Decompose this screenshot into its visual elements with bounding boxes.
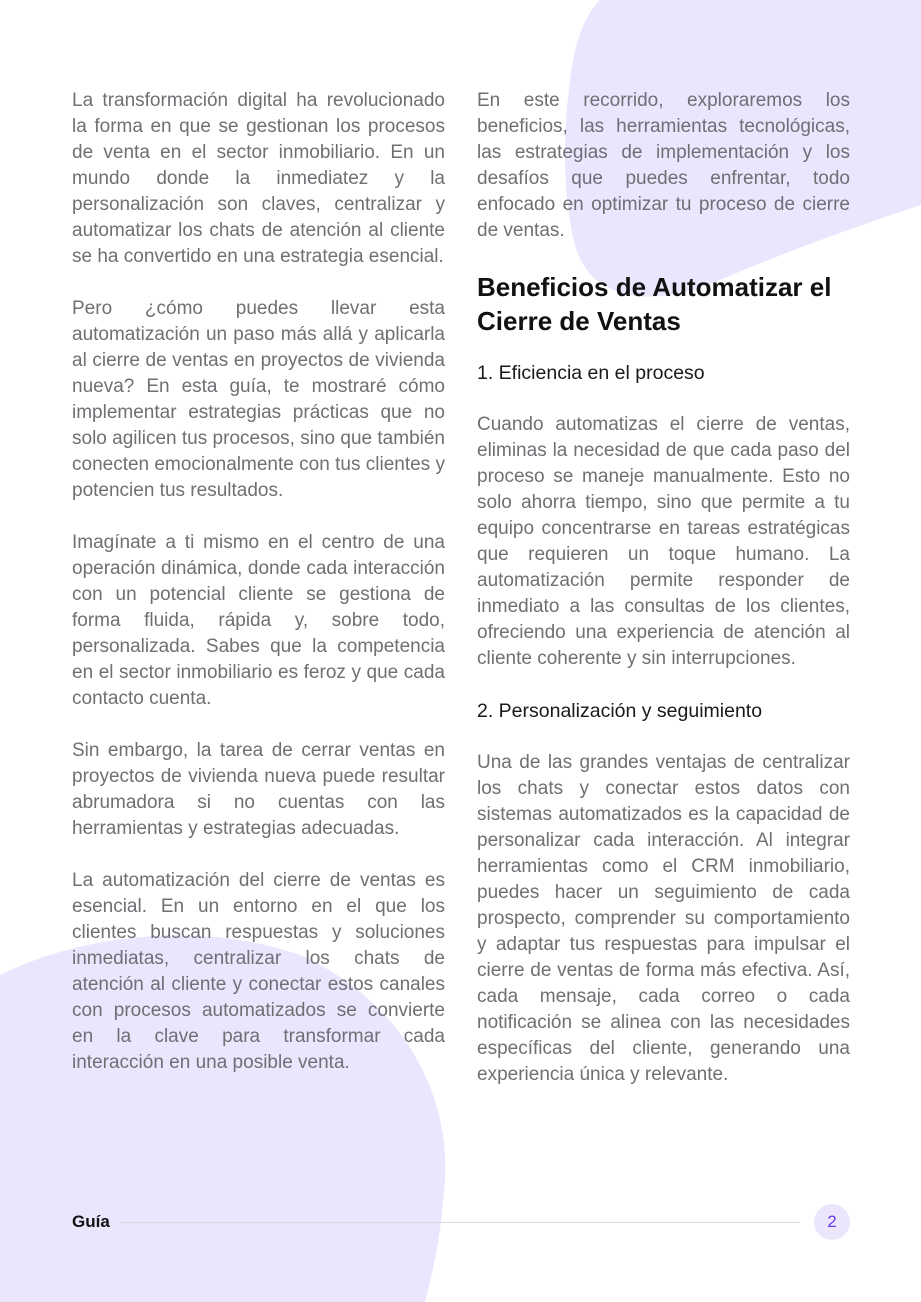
intro-paragraph: En este recorrido, exploraremos los beneficios, las herramientas tecnológicas, las estrategias de implementación y los desafíos que puedes enfrentar, todo enfocado en optimizar tu proceso de cierre de ventas. (477, 90, 850, 241)
subsection-title-efficiency: 1. Eficiencia en el proceso (477, 362, 705, 384)
paragraph: La automatización del cierre de ventas es esencial. En un entorno en el que los clientes buscan respuestas y soluciones inmediatas, centralizar los chats de atención al cliente y conectar estos canales con procesos automatizados se convierte en la clave para transformar cada interacción en una posible venta. (72, 870, 445, 1073)
paragraph: La transformación digital ha revolucionado la forma en que se gestionan los procesos de venta en el sector inmobiliario. En un mundo donde la inmediatez y la personalización son claves, centralizar y automatizar los chats de atención al cliente se ha convertido en una estrategia esencial. (72, 90, 445, 267)
page-number-badge: 2 (814, 1204, 850, 1240)
footer-label: Guía (72, 1212, 110, 1231)
subsection-body-efficiency: Cuando automatizas el cierre de ventas, eliminas la necesidad de que cada paso del proceso se maneje manualmente. Esto no solo ahorra tiempo, sino que permite a tu equipo concentrarse en tareas estratégicas que requieren un toque humano. La automatización permite responder de inmediato a las consultas de los clientes, ofreciendo una experiencia de atención al cliente coherente y sin interrupciones. (477, 414, 850, 669)
page-footer (72, 1204, 850, 1240)
left-column (72, 88, 445, 1102)
paragraph: Imagínate a ti mismo en el centro de una operación dinámica, donde cada interacción con un potencial cliente se gestiona de forma fluida, rápida y, sobre todo, personalizada. Sabes que la competencia en el sector inmobiliario es feroz y que cada contacto cuenta. (72, 532, 445, 709)
section-title: Beneficios de Automatizar el Cierre de Ventas (477, 272, 832, 336)
footer-divider (120, 1222, 800, 1223)
subsection-body-personalization: Una de las grandes ventajas de centralizar los chats y conectar estos datos con sistemas automatizados es la capacidad de personalizar cada interacción. Al integrar herramientas como el CRM inmobiliario, puedes hacer un seguimiento de cada prospecto, comprender su comportamiento y adaptar tus respuestas para impulsar el cierre de ventas de forma más efectiva. Así, cada mensaje, cada correo o cada notificación se alinea con las necesidades específicas del cliente, generando una experiencia única y relevante. (477, 752, 850, 1085)
paragraph: Pero ¿cómo puedes llevar esta automatización un paso más allá y aplicarla al cierre de ventas en proyectos de vivienda nueva? En esta guía, te mostraré cómo implementar estrategias prácticas que no solo agilicen tus procesos, sino que también conecten emocionalmente con tus clientes y potencien tus resultados. (72, 298, 445, 501)
paragraph: Sin embargo, la tarea de cerrar ventas en proyectos de vivienda nueva puede resultar abrumadora si no cuentas con las herramientas y estrategias adecuadas. (72, 740, 445, 839)
subsection-title-personalization: 2. Personalización y seguimiento (477, 700, 763, 722)
right-column (477, 88, 850, 1114)
